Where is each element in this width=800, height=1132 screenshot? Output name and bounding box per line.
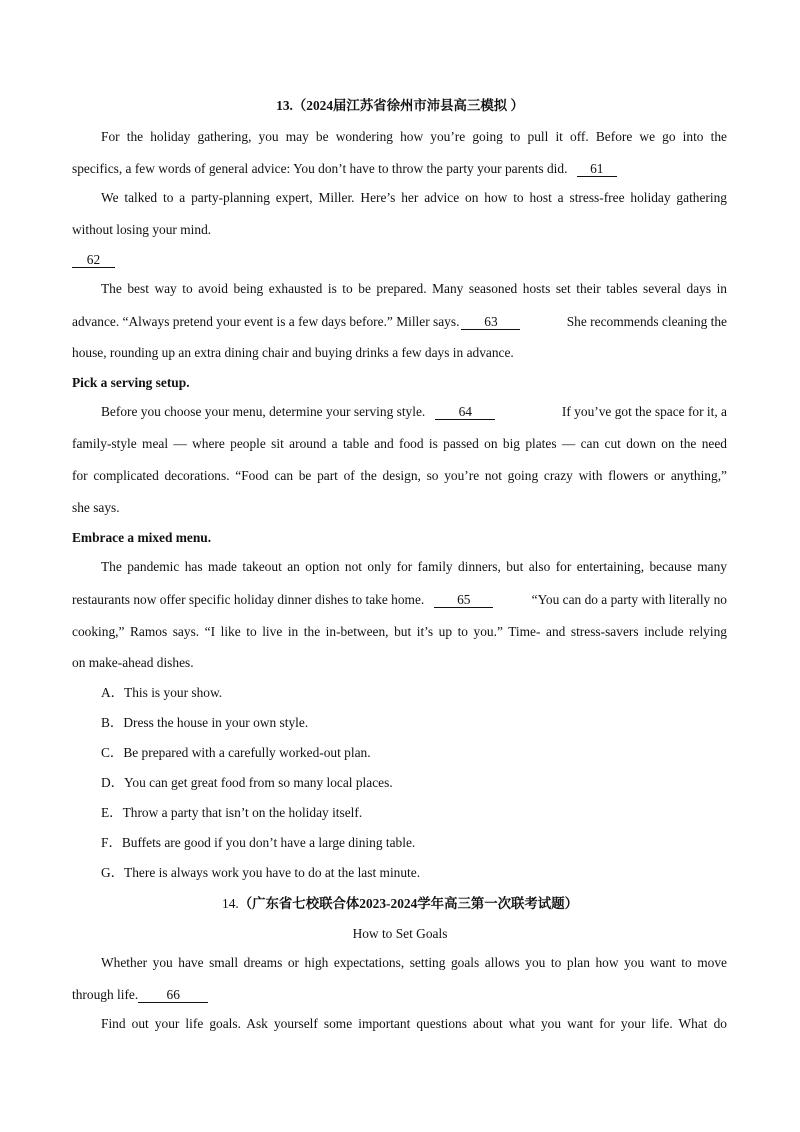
option-c: C．Be prepared with a carefully worked-out plan. <box>101 745 371 760</box>
q14-title: How to Set Goals <box>352 926 448 941</box>
blank-62[interactable]: 62 <box>72 253 115 268</box>
q13-paragraph-4-line-1: Before you choose your menu, determine your serving style. 64 If you’ve got the space for it, a <box>101 404 727 419</box>
subheading-mixed-menu: Embrace a mixed menu. <box>72 530 212 545</box>
option-g: G．There is always work you have to do at the last minute. <box>101 865 421 880</box>
q13-paragraph-5-line-4: on make-ahead dishes. <box>72 655 194 670</box>
q13-paragraph-2-line-2: without losing your mind. <box>72 222 212 237</box>
q14-paragraph-2-line-1: Find out your life goals. Ask yourself some important questions about what you want for your life. What do <box>101 1016 727 1031</box>
blank-62-line <box>72 252 115 268</box>
q13-paragraph-4-line-4: she says. <box>72 500 120 515</box>
q13-paragraph-1-line-1: For the holiday gathering, you may be wondering how you’re going to pull it off. Before we go into the <box>101 129 727 144</box>
blank-63[interactable]: 63 <box>461 315 520 330</box>
q13-paragraph-3-line-1: The best way to avoid being exhausted is to be prepared. Many seasoned hosts set their tables several days in <box>101 281 727 296</box>
question-14-heading: 14.（广东省七校联合体2023-2024学年高三第一次联考试题） <box>222 896 578 911</box>
q13-paragraph-5-line-1: The pandemic has made takeout an option not only for family dinners, but also for entertaining, because many <box>101 559 727 574</box>
option-a: A．This is your show. <box>101 685 223 700</box>
blank-61[interactable]: 61 <box>577 162 617 177</box>
option-f: F．Buffets are good if you don’t have a large dining table. <box>101 835 416 850</box>
blank-66[interactable]: 66 <box>138 988 208 1003</box>
q14-paragraph-1-line-1: Whether you have small dreams or high expectations, setting goals allows you to plan how you want to move <box>101 955 727 970</box>
subheading-serving-setup: Pick a serving setup. <box>72 375 190 390</box>
q13-paragraph-3-line-2: advance. “Always pretend your event is a few days before.” Miller says. 63 She recommends cleaning the <box>72 314 727 329</box>
q13-paragraph-4-line-2: family-style meal — where people sit around a table and food is passed on big plates — can cut down on the need <box>72 436 727 451</box>
q13-paragraph-4-line-3: for complicated decorations. “Food can be part of the design, so you’re not going crazy with flowers or anything,” <box>72 468 727 483</box>
option-e: E．Throw a party that isn’t on the holiday itself. <box>101 805 363 820</box>
option-d: D．You can get great food from so many local places. <box>101 775 393 790</box>
q13-paragraph-5-line-3: cooking,” Ramos says. “I like to live in the in-between, but it’s up to you.” Time- and stress-savers include relying <box>72 624 727 639</box>
q14-paragraph-1-line-2: through life. 66 <box>72 987 208 1003</box>
q13-paragraph-2-line-1: We talked to a party-planning expert, Miller. Here’s her advice on how to host a stress-free holiday gathering <box>101 190 727 205</box>
q13-paragraph-5-line-2: restaurants now offer specific holiday dinner dishes to take home. 65 “You can do a party with literally no <box>72 592 727 607</box>
option-b: B．Dress the house in your own style. <box>101 715 309 730</box>
q13-paragraph-1-line-2: specifics, a few words of general advice: You don’t have to throw the party your parents did. 61 <box>72 161 617 177</box>
q13-paragraph-3-line-3: house, rounding up an extra dining chair and buying drinks a few days in advance. <box>72 345 514 360</box>
blank-65[interactable]: 65 <box>434 593 493 608</box>
blank-64[interactable]: 64 <box>435 405 495 420</box>
question-13-heading: 13.（2024届江苏省徐州市沛县高三模拟 ） <box>276 98 524 113</box>
